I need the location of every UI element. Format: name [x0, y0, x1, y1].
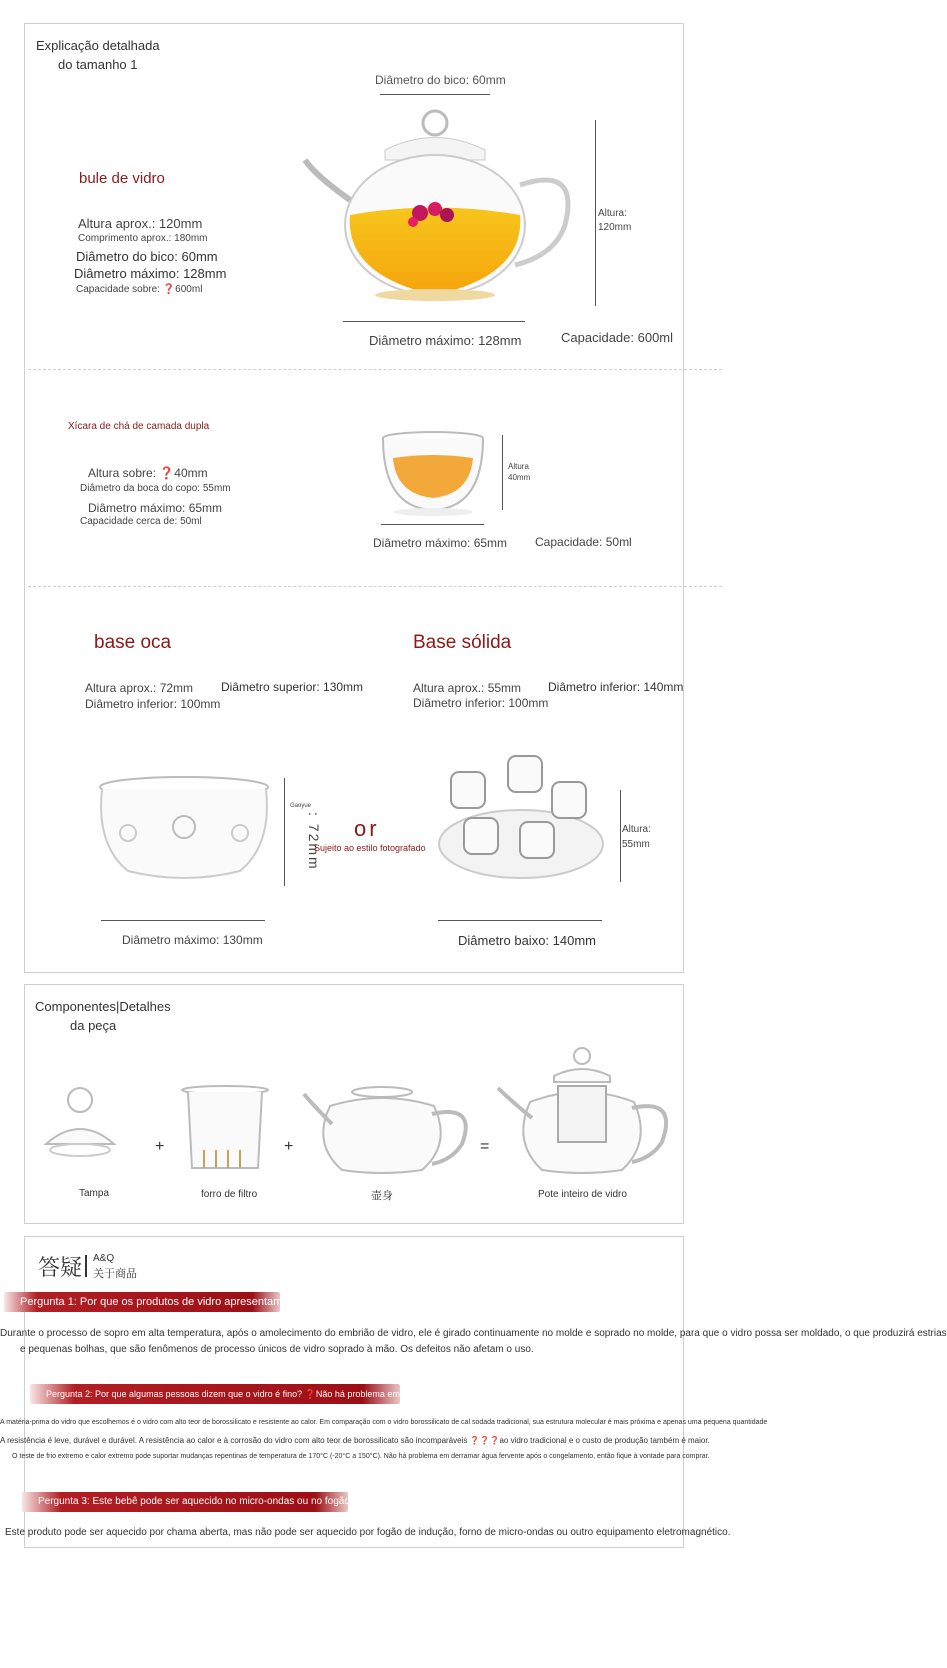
pot-body-image [302, 1084, 472, 1176]
cup-spec-capacity: Capacidade cerca de: 50ml [80, 516, 202, 527]
cup-dim-height-line [502, 435, 503, 510]
glass-teapot-image [295, 105, 585, 305]
teapot-dim-top-line [380, 94, 490, 95]
qa-sub2: 关于商品 [93, 1268, 137, 1280]
hollow-base-dim-height-label: Gaoyue [290, 803, 312, 809]
teapot-dim-capacity: Capacidade: 600ml [561, 330, 674, 345]
cup-dim-height: Altura 40mm [508, 462, 531, 482]
teapot-dim-bottom: Diâmetro máximo: 128mm [369, 333, 522, 348]
plus-sign-1: + [155, 1138, 165, 1155]
component-label-lid: Tampa [79, 1188, 110, 1199]
cup-spec-max: Diâmetro máximo: 65mm [88, 501, 223, 515]
answer-3: Este produto pode ser aquecido por chama aberta, mas não pode ser aquecido por fogão de indução, forno de micro-ondas ou outro equipamento eletromagnético. [5, 1527, 731, 1538]
hollow-base-dim-height-line [284, 778, 285, 886]
plus-sign-2: + [284, 1138, 294, 1155]
answer-1-line-2: e pequenas bolhas, que são fenômenos de processo únicos de vidro soprado à mão. Os defeitos não afetam o uso. [20, 1344, 534, 1355]
answer-2-line-3: O teste de frio extremo e calor extremo pode suportar mudanças repentinas de temperatura de 170°C (-20°C a 150°C). Não há problema em derramar água fervente após o congelamento, então fique à vontade para comprar. [12, 1453, 710, 1460]
teapot-spec-length: Comprimento aprox.: 180mm [78, 233, 208, 244]
or-text: or [354, 816, 380, 841]
solid-base-spec-bottom: Diâmetro inferior: 100mm [413, 696, 549, 710]
qa-sub1: A&Q [93, 1253, 115, 1264]
components-title: Componentes|Detalhes da peça [35, 999, 171, 1033]
solid-base-spec-height: Altura aprox.: 55mm [413, 681, 522, 695]
answer-2-line-2: A resistência é leve, durável e durável. A resistência ao calor e à corrosão do vidro com alto teor de borossilicato são incomparáveis ❓❓❓ao vidro tradicional e o custo de produção também é maior. [0, 1436, 710, 1445]
cup-dim-bottom: Diâmetro máximo: 65mm [373, 536, 508, 550]
hollow-base-dim-bottom: Diâmetro máximo: 130mm [122, 933, 263, 947]
teapot-dim-bottom-line [343, 321, 525, 322]
teapot-name: bule de vidro [79, 170, 165, 187]
cup-dim-bottom-line [381, 524, 484, 525]
hollow-base-spec-height: Altura aprox.: 72mm [85, 681, 194, 695]
answer-2-line-1: A matéria-prima do vidro que escolhemos é o vidro com alto teor de borossilicato e resistente ao calor. Em comparação com o vidro borossilicato de cal sodada tradicional, sua estrutura molecular é mais próxima e apenas uma pequena quantidade [0, 1419, 768, 1426]
whole-teapot-image [496, 1046, 672, 1176]
teapot-dim-height-line [595, 120, 596, 306]
component-label-body: 壶身 [371, 1190, 393, 1202]
hollow-base-dim-height: : 72mm [306, 812, 322, 871]
question-2: Pergunta 2: Por que algumas pessoas dizem que o vidro é fino? ❓Não há problema em colocar água quente nele? [30, 1384, 400, 1404]
cup-spec-height: Altura sobre: ❓40mm [88, 466, 208, 480]
hollow-base-image [98, 775, 270, 885]
hollow-base-name: base oca [94, 632, 172, 653]
solid-base-dim-height: Altura: 55mm [622, 824, 651, 850]
teapot-spec-max: Diâmetro máximo: 128mm [74, 266, 227, 281]
filter-liner-image [180, 1084, 270, 1174]
teapot-dim-height: Altura: 120mm [598, 208, 632, 233]
hollow-base-spec-bottom: Diâmetro inferior: 100mm [85, 697, 221, 711]
cup-name: Xícara de chá de camada dupla [68, 421, 210, 432]
solid-base-image [436, 752, 606, 882]
hollow-base-spec-top: Diâmetro superior: 130mm [221, 680, 364, 694]
cup-dim-capacity: Capacidade: 50ml [535, 535, 632, 549]
solid-base-dim-height-line [620, 790, 621, 882]
teapot-spec-capacity: Capacidade sobre: ❓600ml [76, 284, 203, 295]
component-label-whole: Pote inteiro de vidro [538, 1189, 627, 1200]
or-note: Sujeito ao estilo fotografado [314, 843, 426, 853]
hollow-base-dim-bottom-line [101, 920, 265, 921]
teapot-dim-top: Diâmetro do bico: 60mm [375, 73, 506, 87]
question-1: Pergunta 1: Por que os produtos de vidro apresentam estrias e pequenas bolhas? [4, 1292, 280, 1312]
teapot-spec-height: Altura aprox.: 120mm [78, 216, 203, 231]
solid-base-dim-bottom: Diâmetro baixo: 140mm [458, 933, 596, 948]
qa-heading-divider [85, 1255, 87, 1277]
component-label-filter: forro de filtro [201, 1189, 258, 1200]
answer-1-line-1: Durante o processo de sopro em alta temperatura, após o amolecimento do embrião de vidro, ele é girado continuamente no molde e soprado no molde, para que o vidro possa ser moldado, o que produzirá estrias [0, 1328, 947, 1339]
equals-sign: = [480, 1138, 490, 1155]
solid-base-name: Base sólida [413, 632, 512, 653]
solid-base-spec-lower: Diâmetro inferior: 140mm [548, 680, 684, 694]
teapot-spec-spout: Diâmetro do bico: 60mm [76, 249, 218, 264]
question-3: Pergunta 3: Este bebê pode ser aquecido no micro-ondas ou no fogão de indução? [22, 1492, 348, 1512]
qa-heading: 答疑 [38, 1255, 83, 1280]
cup-spec-mouth: Diâmetro da boca do copo: 55mm [80, 483, 231, 494]
divider-2 [28, 586, 722, 587]
double-wall-cup-image [378, 428, 488, 518]
lid-image [42, 1084, 118, 1168]
divider-1 [28, 369, 722, 370]
solid-base-dim-bottom-line [438, 920, 602, 921]
size-section-title: Explicação detalhada do tamanho 1 [36, 38, 160, 72]
